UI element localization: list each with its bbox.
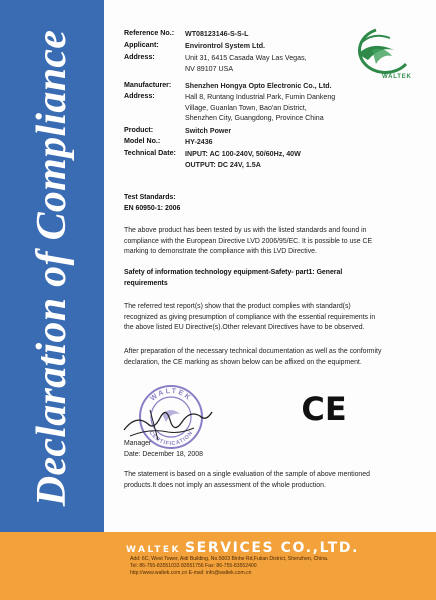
safety-heading-line: requirements bbox=[124, 279, 168, 287]
manager-label: Manager bbox=[124, 440, 152, 447]
model-label: Model No.: bbox=[124, 137, 161, 145]
manufacturer-value: Shenzhen Hongya Opto Electronic Co., Ltd. bbox=[185, 82, 332, 90]
test-standards bbox=[124, 193, 404, 214]
applicant-label: Applicant: bbox=[124, 41, 159, 49]
para1-line: marking to demonstrate the compliance with this LVD Directive. bbox=[124, 248, 317, 256]
para2-line: the above listed EU Directive(s).Other relevant Directives have to be observed. bbox=[124, 324, 365, 332]
para4-line: products.It does not imply an assessment of the whole production. bbox=[124, 481, 326, 489]
logo-text: WALTEK bbox=[382, 74, 412, 80]
footer-brand bbox=[126, 537, 359, 556]
footer-brand-main: SERVICES CO.,LTD. bbox=[185, 540, 360, 556]
manufacturer-label: Manufacturer: bbox=[124, 81, 172, 89]
para2-line: recognized as giving presumption of compliance with the essential requirements in bbox=[124, 313, 376, 321]
footer-brand-prefix: WALTEK bbox=[126, 545, 181, 555]
mfr-address-line-3: Shenzhen City, Guangdong, Province China bbox=[185, 114, 324, 123]
reference-label: Reference No.: bbox=[124, 29, 175, 37]
para4-line: The statement is based on a single evaluation of the sample of above mentioned bbox=[124, 471, 370, 478]
safety-heading bbox=[124, 268, 404, 289]
standards-value: EN 60950-1: 2006 bbox=[124, 204, 181, 212]
footer-web: http://www.waltek.com.cn E-mail: info@waltek.com.cn bbox=[130, 570, 252, 576]
technical-line-2: OUTPUT: DC 24V, 1.5A bbox=[185, 160, 261, 169]
banner-title: Declaration of Compliance bbox=[29, 29, 75, 507]
technical-label: Technical Date: bbox=[124, 149, 176, 157]
para1-line: The above product has been tested by us with the listed standards and found in bbox=[124, 227, 367, 234]
mfr-address-line-2: Village, Guanlan Town, Bao'an District, bbox=[185, 103, 307, 112]
paragraph-compliance bbox=[124, 226, 404, 258]
mfr-address-label: Address: bbox=[124, 92, 155, 100]
signature-icon bbox=[120, 400, 216, 444]
technical-line-1: INPUT: AC 100-240V, 50/60Hz, 40W bbox=[185, 150, 301, 158]
para1-line: compliance with the European Directive LVD 2006/95/EC. It is possible to use CE bbox=[124, 237, 373, 245]
ce-mark-text: CE bbox=[301, 391, 347, 425]
footer-address: Add: 6C, West Tower, Aidi Building, No.5003 Binhe Rd,Futian District, Shenzhen, China. bbox=[130, 556, 329, 562]
para3-line: declaration, the CE marking as shown below can be affixed on the equipment. bbox=[124, 358, 362, 366]
reference-value: WT08123146-S-S-L bbox=[185, 30, 249, 38]
standards-heading: Test Standards: bbox=[124, 194, 176, 201]
ce-mark-icon bbox=[297, 391, 351, 425]
signature-date: Date: December 18, 2008 bbox=[124, 451, 203, 458]
address-value bbox=[185, 53, 307, 74]
para3-line: After preparation of the necessary technical documentation as well as the conformity bbox=[124, 348, 382, 355]
footer-contact: Tel: 86-755-83551033 83551756 Fax: 86-755-83552400 bbox=[130, 563, 257, 569]
paragraph-marking bbox=[124, 347, 404, 368]
paragraph-statement bbox=[124, 470, 404, 491]
address-line-1: Unit 31, 6415 Casada Way Las Vegas, bbox=[185, 54, 307, 62]
stamp-bottom-text: CERTIFICATION bbox=[147, 430, 195, 448]
mfr-address-value bbox=[185, 92, 335, 124]
safety-heading-line: Safety of information technology equipment-Safety- part1: General bbox=[124, 269, 343, 276]
address-label: Address: bbox=[124, 53, 155, 61]
product-label: Product: bbox=[124, 126, 154, 134]
applicant-value: Environtrol System Ltd. bbox=[185, 42, 266, 50]
paragraph-report bbox=[124, 302, 404, 334]
address-line-2: NV 89107 USA bbox=[185, 64, 234, 73]
model-value: HY-2436 bbox=[185, 138, 213, 146]
mfr-address-line-1: Hall 8, Runtang Industrial Park, Fumin Dankeng bbox=[185, 93, 336, 101]
left-banner bbox=[0, 0, 104, 532]
stamp-top-text: WALTEK bbox=[149, 387, 193, 403]
product-value: Switch Power bbox=[185, 127, 232, 135]
technical-value bbox=[185, 149, 301, 170]
para2-line: The referred test report(s) show that the product complies with standard(s) bbox=[124, 303, 351, 310]
